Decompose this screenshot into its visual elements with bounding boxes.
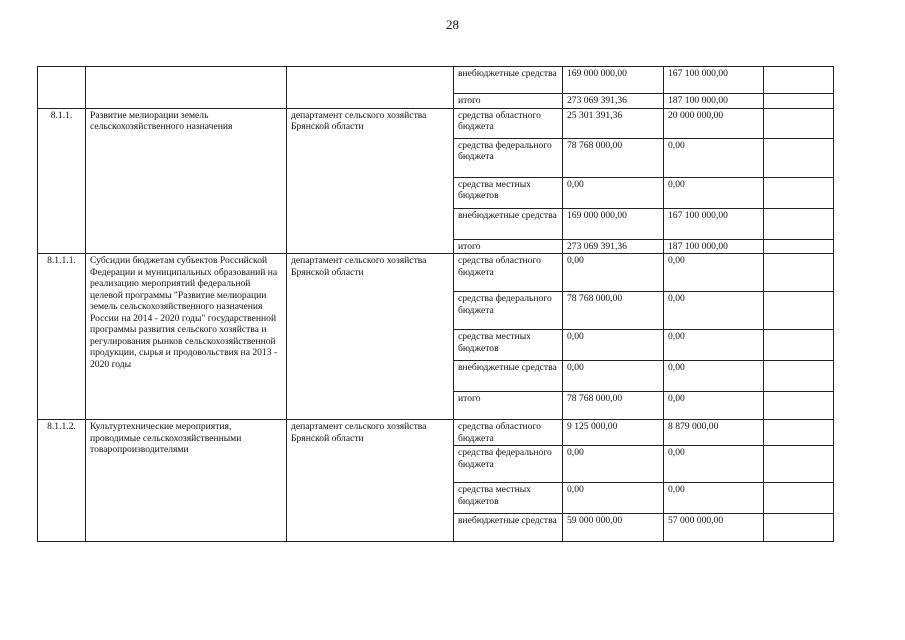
funding-source-cell: средства федерального бюджета <box>454 138 563 177</box>
funding-source-cell: внебюджетные средства <box>454 67 563 94</box>
amount-year3-cell <box>764 361 834 392</box>
amount-year3-cell <box>764 483 834 514</box>
funding-source-cell: средства областного бюджета <box>454 254 563 292</box>
amount-year2-cell: 0,00 <box>664 177 764 208</box>
funding-source-cell: средства федерального бюджета <box>454 446 563 483</box>
amount-year1-cell: 0,00 <box>563 446 664 483</box>
executor-cell: департамент сельского хозяйства Брянской области <box>287 108 454 254</box>
amount-year2-cell: 167 100 000,00 <box>664 67 764 94</box>
amount-year1-cell: 0,00 <box>563 254 664 292</box>
funding-source-cell: средства местных бюджетов <box>454 177 563 208</box>
table-row <box>38 108 834 138</box>
amount-year1-cell: 59 000 000,00 <box>563 514 664 542</box>
amount-year2-cell: 0,00 <box>664 138 764 177</box>
amount-year1-cell: 273 069 391,36 <box>563 239 664 254</box>
amount-year3-cell <box>764 254 834 292</box>
amount-year1-cell: 0,00 <box>563 483 664 514</box>
amount-year3-cell <box>764 208 834 239</box>
amount-year1-cell: 0,00 <box>563 361 664 392</box>
amount-year1-cell: 9 125 000,00 <box>563 420 664 446</box>
item-name-cell: Субсидии бюджетам субъектов Российской Федерации и муниципальных образований на реализацию мероприятий федеральной целевой программы "Развитие мелиорации земель сельскохозяйственного назначения России на 2014 - 2020 годы" государственной программы развития сельского хозяйства и регулирования рынков сельскохозяйственной продукции, сырья и продовольствия на 2013 - 2020 годы <box>86 254 287 420</box>
executor-cell: департамент сельского хозяйства Брянской области <box>287 420 454 542</box>
amount-year2-cell: 0,00 <box>664 292 764 330</box>
budget-table <box>37 66 834 542</box>
amount-year1-cell: 78 768 000,00 <box>563 138 664 177</box>
amount-year3-cell <box>764 514 834 542</box>
item-number-cell: 8.1.1.2. <box>38 420 86 542</box>
amount-year1-cell: 273 069 391,36 <box>563 94 664 109</box>
amount-year2-cell: 0,00 <box>664 483 764 514</box>
page-number: 28 <box>446 17 459 32</box>
amount-year1-cell: 78 768 000,00 <box>563 292 664 330</box>
amount-year2-cell: 0,00 <box>664 446 764 483</box>
amount-year3-cell <box>764 420 834 446</box>
table-row <box>38 67 834 94</box>
item-name-cell: Культуртехнические мероприятия, проводимые сельскохозяйственными товаропроизводителями <box>86 420 287 542</box>
amount-year3-cell <box>764 446 834 483</box>
funding-source-cell: внебюджетные средства <box>454 361 563 392</box>
amount-year1-cell: 25 301 391,36 <box>563 108 664 138</box>
amount-year1-cell: 169 000 000,00 <box>563 208 664 239</box>
amount-year2-cell: 8 879 000,00 <box>664 420 764 446</box>
amount-year1-cell: 78 768 000,00 <box>563 392 664 420</box>
amount-year3-cell <box>764 177 834 208</box>
amount-year3-cell <box>764 138 834 177</box>
funding-source-cell: итого <box>454 94 563 109</box>
funding-source-cell: средства областного бюджета <box>454 420 563 446</box>
funding-source-cell: внебюджетные средства <box>454 208 563 239</box>
amount-year2-cell: 57 000 000,00 <box>664 514 764 542</box>
executor-cell: департамент сельского хозяйства Брянской области <box>287 254 454 420</box>
amount-year2-cell: 187 100 000,00 <box>664 94 764 109</box>
executor-cell <box>287 67 454 109</box>
amount-year2-cell: 0,00 <box>664 254 764 292</box>
table-row <box>38 420 834 446</box>
table-row <box>38 254 834 292</box>
item-name-cell <box>86 67 287 109</box>
amount-year2-cell: 187 100 000,00 <box>664 239 764 254</box>
amount-year2-cell: 167 100 000,00 <box>664 208 764 239</box>
funding-source-cell: итого <box>454 392 563 420</box>
amount-year3-cell <box>764 94 834 109</box>
amount-year3-cell <box>764 292 834 330</box>
amount-year3-cell <box>764 67 834 94</box>
amount-year3-cell <box>764 239 834 254</box>
amount-year1-cell: 169 000 000,00 <box>563 67 664 94</box>
item-number-cell: 8.1.1. <box>38 108 86 254</box>
item-name-cell: Развитие мелиорации земель сельскохозяйственного назначения <box>86 108 287 254</box>
funding-source-cell: средства местных бюджетов <box>454 483 563 514</box>
amount-year1-cell: 0,00 <box>563 330 664 361</box>
funding-source-cell: средства областного бюджета <box>454 108 563 138</box>
funding-source-cell: внебюджетные средства <box>454 514 563 542</box>
amount-year2-cell: 0,00 <box>664 361 764 392</box>
item-number-cell: 8.1.1.1. <box>38 254 86 420</box>
amount-year3-cell <box>764 392 834 420</box>
item-number-cell <box>38 67 86 109</box>
amount-year3-cell <box>764 330 834 361</box>
funding-source-cell: итого <box>454 239 563 254</box>
amount-year2-cell: 20 000 000,00 <box>664 108 764 138</box>
amount-year1-cell: 0,00 <box>563 177 664 208</box>
amount-year2-cell: 0,00 <box>664 392 764 420</box>
amount-year3-cell <box>764 108 834 138</box>
amount-year2-cell: 0,00 <box>664 330 764 361</box>
funding-source-cell: средства местных бюджетов <box>454 330 563 361</box>
funding-source-cell: средства федерального бюджета <box>454 292 563 330</box>
